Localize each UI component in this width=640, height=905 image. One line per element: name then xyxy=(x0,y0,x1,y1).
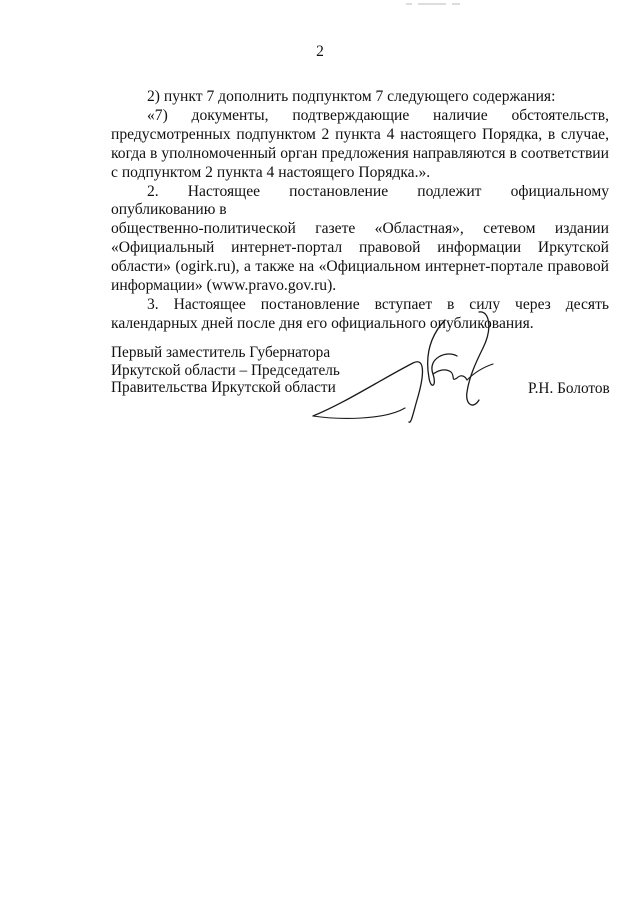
scan-artifact-mark xyxy=(402,0,472,8)
text-word: «Областная», xyxy=(374,220,464,238)
signatory-title-line: Правительства Иркутской области xyxy=(111,379,336,396)
paragraph-publication xyxy=(111,183,609,296)
signatory-title-line: Иркутской области – Председатель xyxy=(111,361,340,379)
text-word: общественно-политической xyxy=(111,220,296,238)
text-word: газете xyxy=(315,220,356,238)
paragraph-subpoint-7-rest: предусмотренных подпунктом 2 пункта 4 настоящего Порядка, в случае, когда в уполномоченный орган предложения направляются в соответствии с подпунктом 2 пункта 4 настоящего Порядка.». xyxy=(111,125,609,181)
paragraph-amendment-intro: 2) пункт 7 дополнить подпунктом 7 следующего содержания: xyxy=(147,88,556,105)
paragraph-entry-into-force: 3. Настоящее постановление вступает в силу через десять календарных дней после дня его официального опубликования. xyxy=(111,295,609,332)
text-word: наличие xyxy=(433,106,488,124)
text-word: подтверждающие xyxy=(292,106,410,124)
paragraph-subpoint-7 xyxy=(111,107,609,183)
text-word: обстоятельств, xyxy=(511,106,609,124)
text-word: «7) xyxy=(147,106,168,124)
signatory-name: Р.Н. Болотов xyxy=(528,380,610,397)
paragraph-publication-rest: «Официальный интернет-портал правовой информации Иркутской области» (ogirk.ru), а также на «Официальном интернет-портале правовой информации» (www.pravo.gov.ru). xyxy=(111,239,609,295)
text-word: документы, xyxy=(191,106,269,124)
paragraph-subpoint-7-first-line xyxy=(111,107,609,126)
paragraph-publication-first-line: 2. Настоящее постановление подлежит официальному опубликованию в xyxy=(111,182,609,219)
text-word: издании xyxy=(554,220,609,238)
handwritten-signature xyxy=(305,308,505,426)
signatory-title-line: Первый заместитель Губернатора xyxy=(111,344,331,361)
paragraph-publication-second-line xyxy=(111,220,609,239)
page-number: 2 xyxy=(316,43,324,60)
document-body xyxy=(111,88,609,334)
text-word: сетевом xyxy=(483,220,536,238)
